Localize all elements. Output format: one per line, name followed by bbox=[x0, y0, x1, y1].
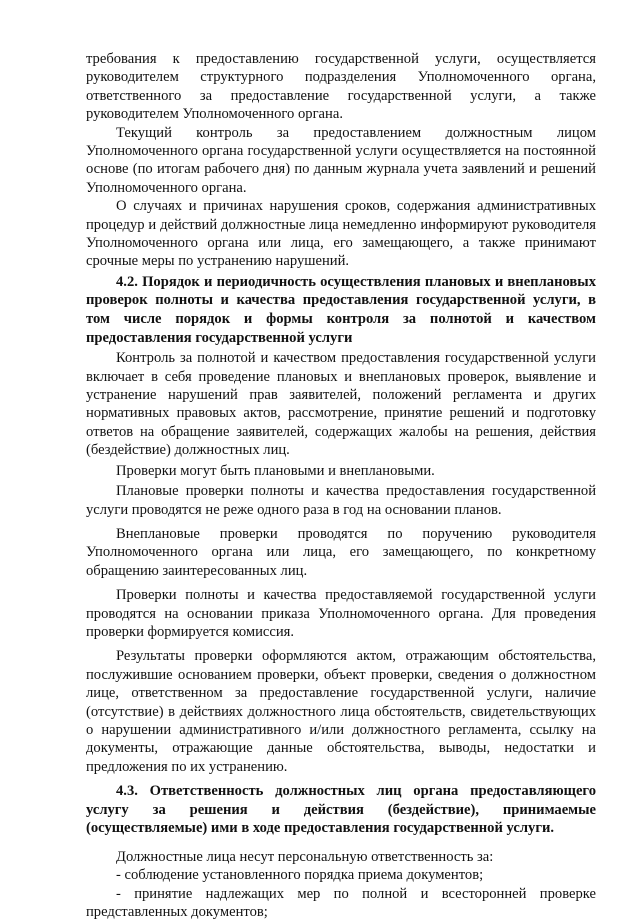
paragraph: Контроль за полнотой и качеством предоставления государственной услуги включает в себя проведение плановых и внеплановых проверок, выявление и устранение нарушений прав заявителей, положений регламента и других нормативных правовых актов, рассмотрение, принятие решений и подготовку ответов на обращение заявителей, содержащих жалобы на решения, действия (бездействие) должностных лиц. bbox=[86, 350, 596, 459]
document-page bbox=[86, 50, 596, 922]
paragraph: Текущий контроль за предоставлением должностным лицом Уполномоченного органа государственной услуги осуществляется на постоянной основе (по итогам рабочего дня) по данным журнала учета заявлений и решений Уполномоченного органа. bbox=[86, 124, 596, 196]
paragraph: Должностные лица несут персональную ответственность за: bbox=[116, 848, 494, 865]
list-item: - соблюдение установленного порядка приема документов; bbox=[116, 867, 484, 884]
paragraph: Проверки могут быть плановыми и внеплановыми. bbox=[116, 462, 435, 479]
section-heading-4-3: 4.3. Ответственность должностных лиц органа предоставляющего услугу за решения и действия (бездействие), принимаемые (осуществляемые) ими в ходе предоставления государственной услуги. bbox=[86, 783, 596, 837]
paragraph: требования к предоставлению государственной услуги, осуществляется руководителем структурного подразделения Уполномоченного органа, ответственного за предоставление государственной услуги, а также руководителем Уполномоченного органа. bbox=[86, 51, 596, 123]
paragraph: Плановые проверки полноты и качества предоставления государственной услуги проводятся не реже одного раза в год на основании планов. bbox=[86, 483, 596, 518]
paragraph: О случаях и причинах нарушения сроков, содержания административных процедур и действий должностные лица немедленно информируют руководителя Уполномоченного органа или лица, его замещающего, а также принимают срочные меры по устранению нарушений. bbox=[86, 198, 596, 270]
section-heading-4-2: 4.2. Порядок и периодичность осуществления плановых и внеплановых проверок полноты и качества предоставления государственной услуги, в том числе порядок и формы контроля за полнотой и качеством предоставления государственной услуги bbox=[86, 273, 596, 346]
paragraph: Результаты проверки оформляются актом, отражающим обстоятельства, послужившие основанием проверки, объект проверки, сведения о должностном лице, ответственном за предоставление государственной услуги, наличие (отсутствие) в действиях должностного лица обстоятельств, свидетельствующих о нарушении административного и/или должностного регламента, ссылку на документы, отражающие данные обстоятельства, выводы, недостатки и предложения по их устранению. bbox=[86, 648, 596, 775]
paragraph: Внеплановые проверки проводятся по поручению руководителя Уполномоченного органа или лица, его замещающего, по конкретному обращению заинтересованных лиц. bbox=[86, 525, 596, 579]
list-item: - принятие надлежащих мер по полной и всесторонней проверке представленных документов; bbox=[86, 885, 596, 921]
paragraph: Проверки полноты и качества предоставляемой государственной услуги проводятся на основании приказа Уполномоченного органа. Для проведения проверки формируется комиссия. bbox=[86, 587, 596, 640]
